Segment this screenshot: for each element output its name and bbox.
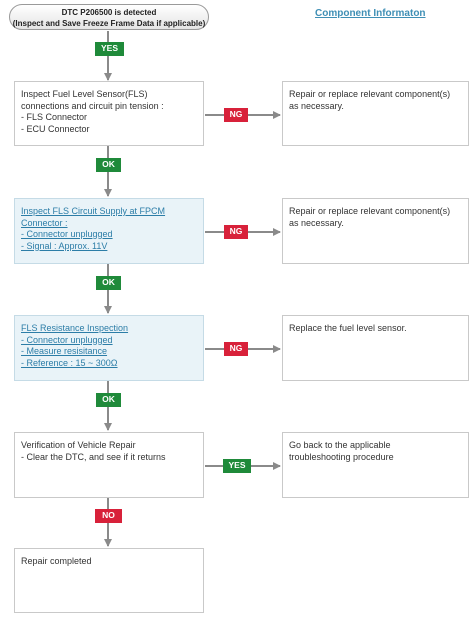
ok-badge-step1: OK [96, 158, 121, 172]
ok-badge-step2: OK [96, 276, 121, 290]
result-4-line: troubleshooting procedure [289, 451, 394, 462]
result-2-line: Repair or replace relevant component(s) [289, 206, 451, 216]
ng-badge-step1: NG [224, 108, 248, 122]
yes-badge-start: YES [95, 42, 124, 56]
step-3-link-line[interactable]: - Connector unplugged [21, 334, 113, 345]
result-1-line: Repair or replace relevant component(s) [289, 89, 451, 99]
step-1-line: - ECU Connector [21, 123, 90, 134]
step-2-link-line[interactable]: Connector : [21, 217, 68, 228]
result-replace-fuel-level-sensor [282, 315, 469, 381]
no-badge-step4: NO [95, 509, 122, 523]
start-line-1: DTC P206500 is detected [61, 8, 157, 17]
start-line-2: (Inspect and Save Freeze Frame Data if applicable) [12, 19, 206, 28]
ng-badge-step3: NG [224, 342, 248, 356]
step-1-line: - FLS Connector [21, 112, 88, 122]
step-verification-vehicle-repair [14, 432, 204, 498]
step-4-line: - Clear the DTC, and see if it returns [21, 451, 166, 462]
result-3-line: Replace the fuel level sensor. [289, 323, 407, 333]
result-2-line: as necessary. [289, 217, 344, 228]
step-fls-resistance-inspection [14, 315, 204, 381]
result-1-line: as necessary. [289, 100, 344, 111]
result-4-line: Go back to the applicable [289, 440, 391, 450]
step-inspect-fls-circuit-supply [14, 198, 204, 264]
step-3-link-line[interactable]: - Measure resisitance [21, 346, 108, 356]
ok-badge-step3: OK [96, 393, 121, 407]
step-3-link-line[interactable]: - Reference : 15 ~ 300Ω [21, 357, 118, 368]
step-repair-completed [14, 548, 204, 613]
step-4-line: Verification of Vehicle Repair [21, 440, 136, 450]
step-2-link-line[interactable]: - Connector unplugged [21, 229, 113, 239]
step-2-link-line[interactable]: Inspect FLS Circuit Supply at FPCM [21, 206, 166, 216]
step-inspect-fls-connections [14, 81, 204, 146]
result-go-back-troubleshooting [282, 432, 469, 498]
step-1-line: Inspect Fuel Level Sensor(FLS) [21, 89, 148, 99]
component-information-link[interactable]: Component Informaton [315, 8, 426, 19]
step-2-link-line[interactable]: - Signal : Approx. 11V [21, 240, 108, 251]
result-repair-replace-2 [282, 198, 469, 264]
step-3-link-line[interactable]: FLS Resistance Inspection [21, 323, 129, 333]
ng-badge-step2: NG [224, 225, 248, 239]
step-5-line: Repair completed [21, 556, 92, 566]
result-repair-replace-1 [282, 81, 469, 146]
step-1-line: connections and circuit pin tension : [21, 100, 164, 111]
start-node [9, 4, 209, 30]
yes-badge-step4: YES [223, 459, 251, 473]
